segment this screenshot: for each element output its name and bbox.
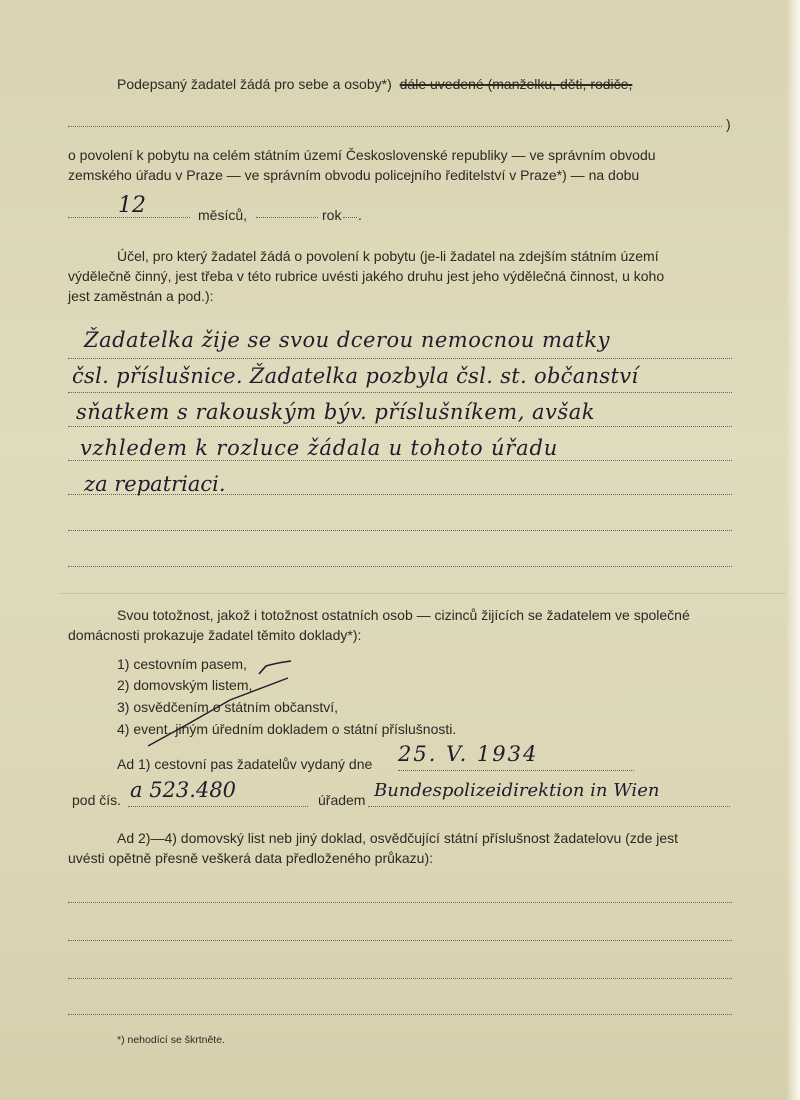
passport-date-value: 25. V. 1934 (398, 742, 539, 766)
ad2-field-line[interactable] (68, 1014, 732, 1015)
permit-scope-line2: zemského úřadu v Praze — ve správním obvodu policejního ředitelství v Praze*) — na dobu (68, 167, 640, 183)
purpose-handwriting-line1: Žadatelka žije se svou dcerou nemocnou matky (84, 328, 610, 352)
issuing-office-value: Bundespolizeidirektion in Wien (374, 780, 660, 801)
purpose-field-line[interactable] (68, 460, 732, 461)
ad2-field-line[interactable] (68, 978, 732, 979)
paper-fold (58, 593, 786, 594)
passport-date-field-line[interactable] (398, 770, 634, 771)
document-option-number: 3) (117, 699, 130, 715)
years-field-end (343, 217, 357, 218)
document-option-text: event. jiným úředním dokladem o státní příslušnosti. (133, 721, 457, 737)
passport-number-field-line[interactable] (128, 806, 308, 807)
months-label: měsíců, (198, 207, 248, 223)
ad2-document-line1: Ad 2)—4) domovský list neb jiný doklad, osvědčující státní příslušnost žadatelovu (zde jest (117, 830, 679, 846)
issuing-office-field-line[interactable] (368, 806, 730, 807)
document-option-text: domovským listem, (133, 677, 253, 693)
years-period: . (358, 207, 362, 223)
years-field-line[interactable] (256, 217, 318, 218)
struck-persons-text: dále uvedené (manželku, děti, rodiče, (399, 76, 633, 92)
purpose-handwriting-line3: sňatkem s rakouským býv. příslušníkem, avšak (76, 400, 595, 424)
identity-line1: Svou totožnost, jakož i totožnost ostatních osob — cizinců žijících se žadatelem ve společné (117, 607, 690, 623)
purpose-field-line[interactable] (68, 426, 732, 427)
purpose-line2: výdělečně činný, jest třeba v této rubrice uvésti jakého druhu jest jeho výdělečná činnost, u koho (68, 268, 665, 284)
document-option-number: 2) (117, 677, 130, 693)
purpose-field-line[interactable] (68, 566, 732, 567)
persons-field-line[interactable] (68, 126, 722, 127)
issuing-office-label: úřadem (318, 792, 366, 808)
passport-number-label: pod čís. (72, 792, 122, 808)
footnote: *) nehodící se škrtněte. (117, 1034, 225, 1046)
intro-line (117, 72, 632, 96)
ad2-document-line2: uvésti opětně přesně veškerá data předloženého průkazu): (68, 850, 434, 866)
paper-edge (786, 0, 800, 1100)
intro-text: Podepsaný žadatel žádá pro sebe a osoby*) (117, 76, 392, 92)
document-option-text: osvědčením o státním občanství, (133, 699, 338, 715)
persons-close-paren: ) (726, 116, 731, 132)
purpose-field-line[interactable] (68, 358, 732, 359)
document-option-number: 1) (117, 656, 130, 672)
document-option-number: 4) (117, 721, 130, 737)
purpose-field-line[interactable] (68, 392, 732, 393)
permit-scope-line1: o povolení k pobytu na celém státním území Československé republiky — ve správním obvodu (68, 147, 656, 163)
ad2-field-line[interactable] (68, 940, 732, 941)
purpose-line1: Účel, pro který žadatel žádá o povolení k pobytu (je-li žadatel na zdejším státním území (117, 248, 659, 264)
purpose-field-line[interactable] (68, 530, 732, 531)
passport-number-value: a 523.480 (130, 778, 237, 802)
purpose-handwriting-line4: vzhledem k rozluce žádala u tohoto úřadu (80, 436, 559, 460)
ad1-passport-label: Ad 1) cestovní pas žadatelův vydaný dne (117, 756, 373, 772)
years-label: rok (322, 207, 342, 223)
purpose-line3: jest zaměstnán a pod.): (68, 288, 214, 304)
purpose-handwriting-line5: za repatriaci. (84, 472, 226, 496)
months-value: 12 (118, 193, 146, 218)
ad2-field-line[interactable] (68, 902, 732, 903)
document-option-text: cestovním pasem, (133, 656, 247, 672)
identity-line2: domácnosti prokazuje žadatel těmito doklady*): (68, 627, 362, 643)
strike-stroke-icon (140, 676, 290, 748)
purpose-handwriting-line2: čsl. příslušnice. Žadatelka pozbyla čsl. st. občanství (72, 364, 639, 388)
